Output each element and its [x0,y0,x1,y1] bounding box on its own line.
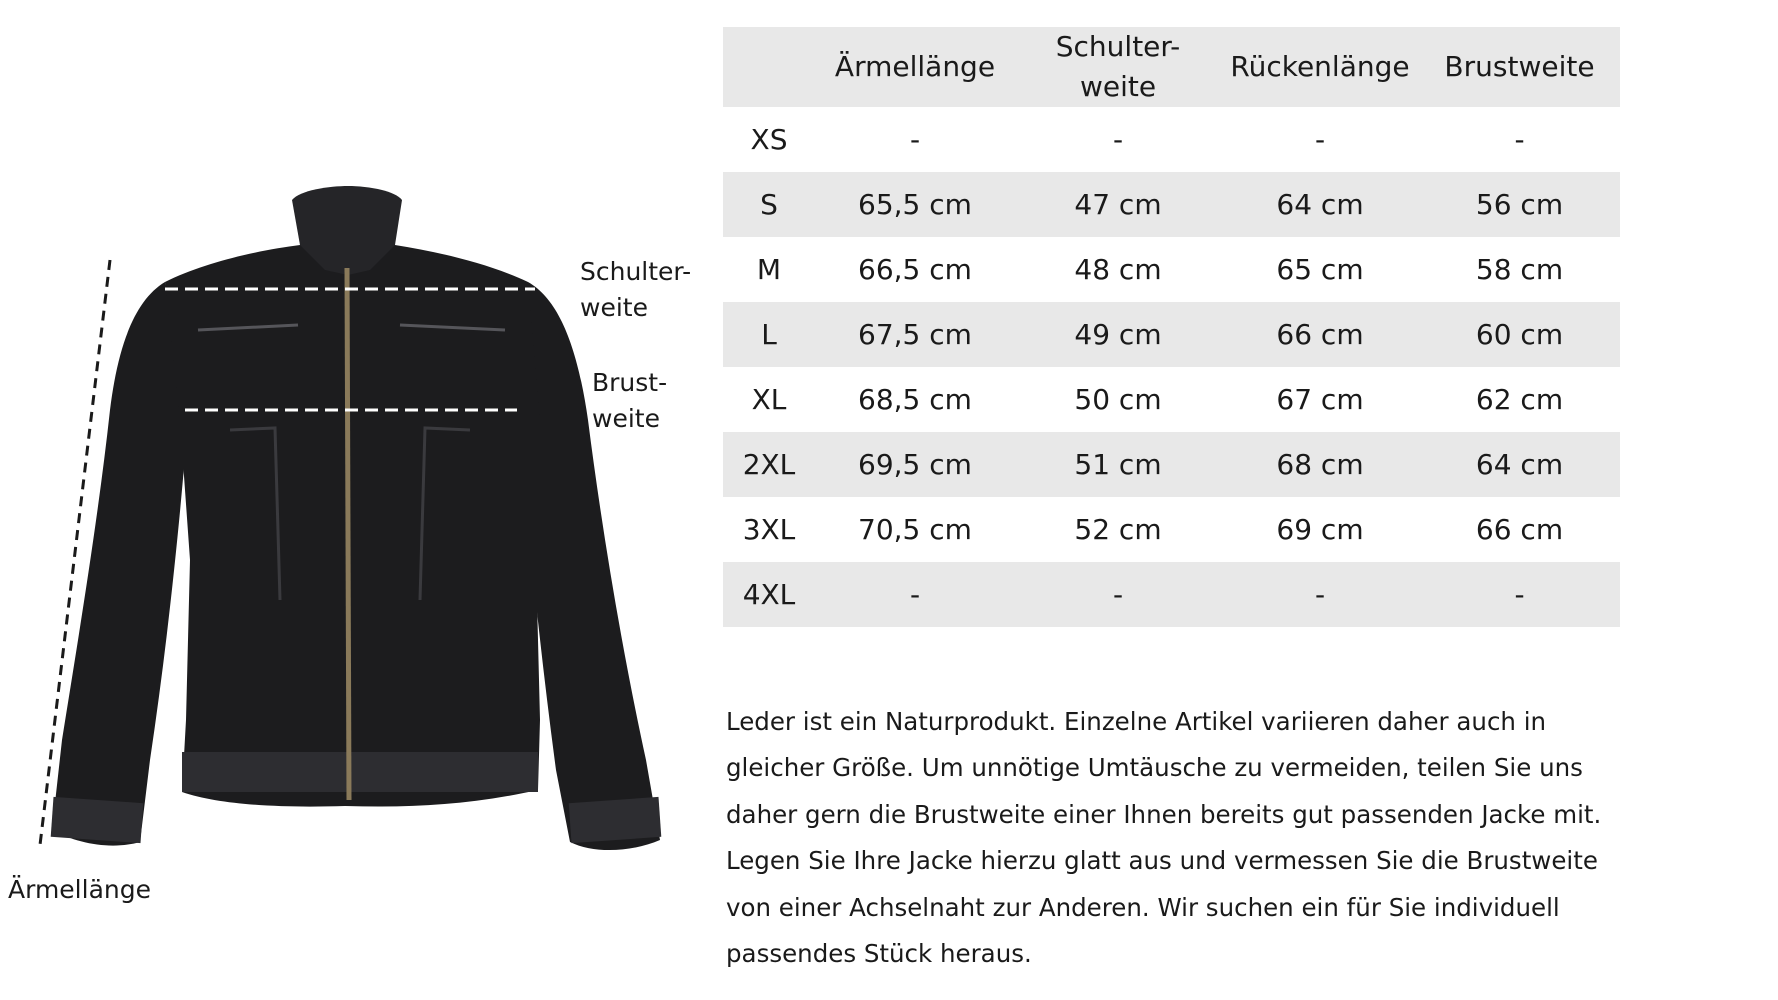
header-shoulder-width [1015,27,1221,107]
cell-back-length: 68 cm [1276,448,1364,481]
shoulder-width-label [580,254,691,326]
header-chest-width: Brustweite [1444,50,1595,83]
cell-size: XL [751,383,787,416]
cell-size: S [760,188,778,221]
sleeve-length-label: Ärmellänge [8,875,151,904]
cell-back-length: 66 cm [1276,318,1364,351]
header-size [723,27,815,107]
cell-back-length: - [1314,578,1326,611]
cell-shoulder-width: - [1112,578,1124,611]
cell-back-length: - [1314,123,1326,156]
cell-chest-width: 56 cm [1475,188,1564,221]
cell-size: M [756,253,782,286]
header-back-length: Rückenlänge [1230,50,1410,83]
cell-chest-width: 60 cm [1475,318,1564,351]
jacket-left-cuff [51,797,144,843]
cell-shoulder-width: 49 cm [1074,318,1162,351]
cell-sleeve-length: 65,5 cm [858,188,972,221]
jacket-illustration [0,0,720,1000]
cell-shoulder-width: 52 cm [1074,513,1162,546]
cell-chest-width: 64 cm [1475,448,1564,481]
jacket-right-cuff [569,797,662,843]
table-row [723,172,1620,237]
cell-sleeve-length: - [909,123,921,156]
cell-back-length: 65 cm [1276,253,1364,286]
cell-chest-width: 66 cm [1475,513,1564,546]
table-row [723,367,1620,432]
header-shoulder-width-line2: weite [1079,70,1157,103]
cell-shoulder-width: 51 cm [1074,448,1162,481]
chest-width-label-line1: Brust- [592,368,668,397]
chest-width-label [592,365,667,437]
cell-shoulder-width: 50 cm [1074,383,1162,416]
cell-size: 3XL [742,513,796,546]
cell-size: L [761,318,777,351]
cell-size: XS [750,123,788,156]
cell-sleeve-length: - [909,578,921,611]
shoulder-width-label-line1: Schulter- [580,257,692,286]
table-row [723,497,1620,562]
cell-chest-width: - [1514,578,1525,611]
cell-chest-width: 58 cm [1475,253,1564,286]
table-row [723,107,1620,172]
table-row [723,237,1620,302]
cell-chest-width: 62 cm [1475,383,1564,416]
cell-shoulder-width: - [1112,123,1124,156]
jacket-zipper [347,268,349,800]
jacket-hem-band [182,752,538,792]
cell-sleeve-length: 68,5 cm [858,383,972,416]
leather-jacket-image [0,0,720,1000]
table-row [723,302,1620,367]
cell-back-length: 64 cm [1276,188,1364,221]
table-row [723,432,1620,497]
cell-back-length: 67 cm [1276,383,1364,416]
jacket-body [165,238,540,807]
cell-sleeve-length: 69,5 cm [858,448,972,481]
cell-sleeve-length: 70,5 cm [858,513,972,546]
header-shoulder-width-line1: Schulter- [1055,30,1181,63]
cell-size: 4XL [742,578,796,611]
cell-size: 2XL [742,448,796,481]
size-chart-header-row [723,27,1620,107]
cell-shoulder-width: 48 cm [1074,253,1162,286]
cell-sleeve-length: 66,5 cm [858,253,972,286]
table-row [723,562,1620,627]
chest-width-label-line2: weite [592,404,660,433]
header-sleeve-length: Ärmellänge [834,50,996,83]
cell-chest-width: - [1514,123,1525,156]
cell-shoulder-width: 47 cm [1074,188,1162,221]
shoulder-width-label-line2: weite [580,293,648,322]
cell-back-length: 69 cm [1276,513,1364,546]
leather-care-note: Leder ist ein Naturprodukt. Einzelne Artikel variieren daher auch in gleicher Größe. Um unnötige Umtäusche zu vermeiden, teilen Sie uns daher gern die Brustweite einer Ihnen bereits gut passenden Jacke mit. Legen Sie Ihre Jacke hierzu glatt aus und vermessen Sie die Brustweite von einer Achselnaht zur Anderen. Wir suchen ein für Sie individuell passendes Stück heraus. [726,706,1602,968]
size-chart-table [723,27,1620,627]
cell-sleeve-length: 67,5 cm [858,318,972,351]
